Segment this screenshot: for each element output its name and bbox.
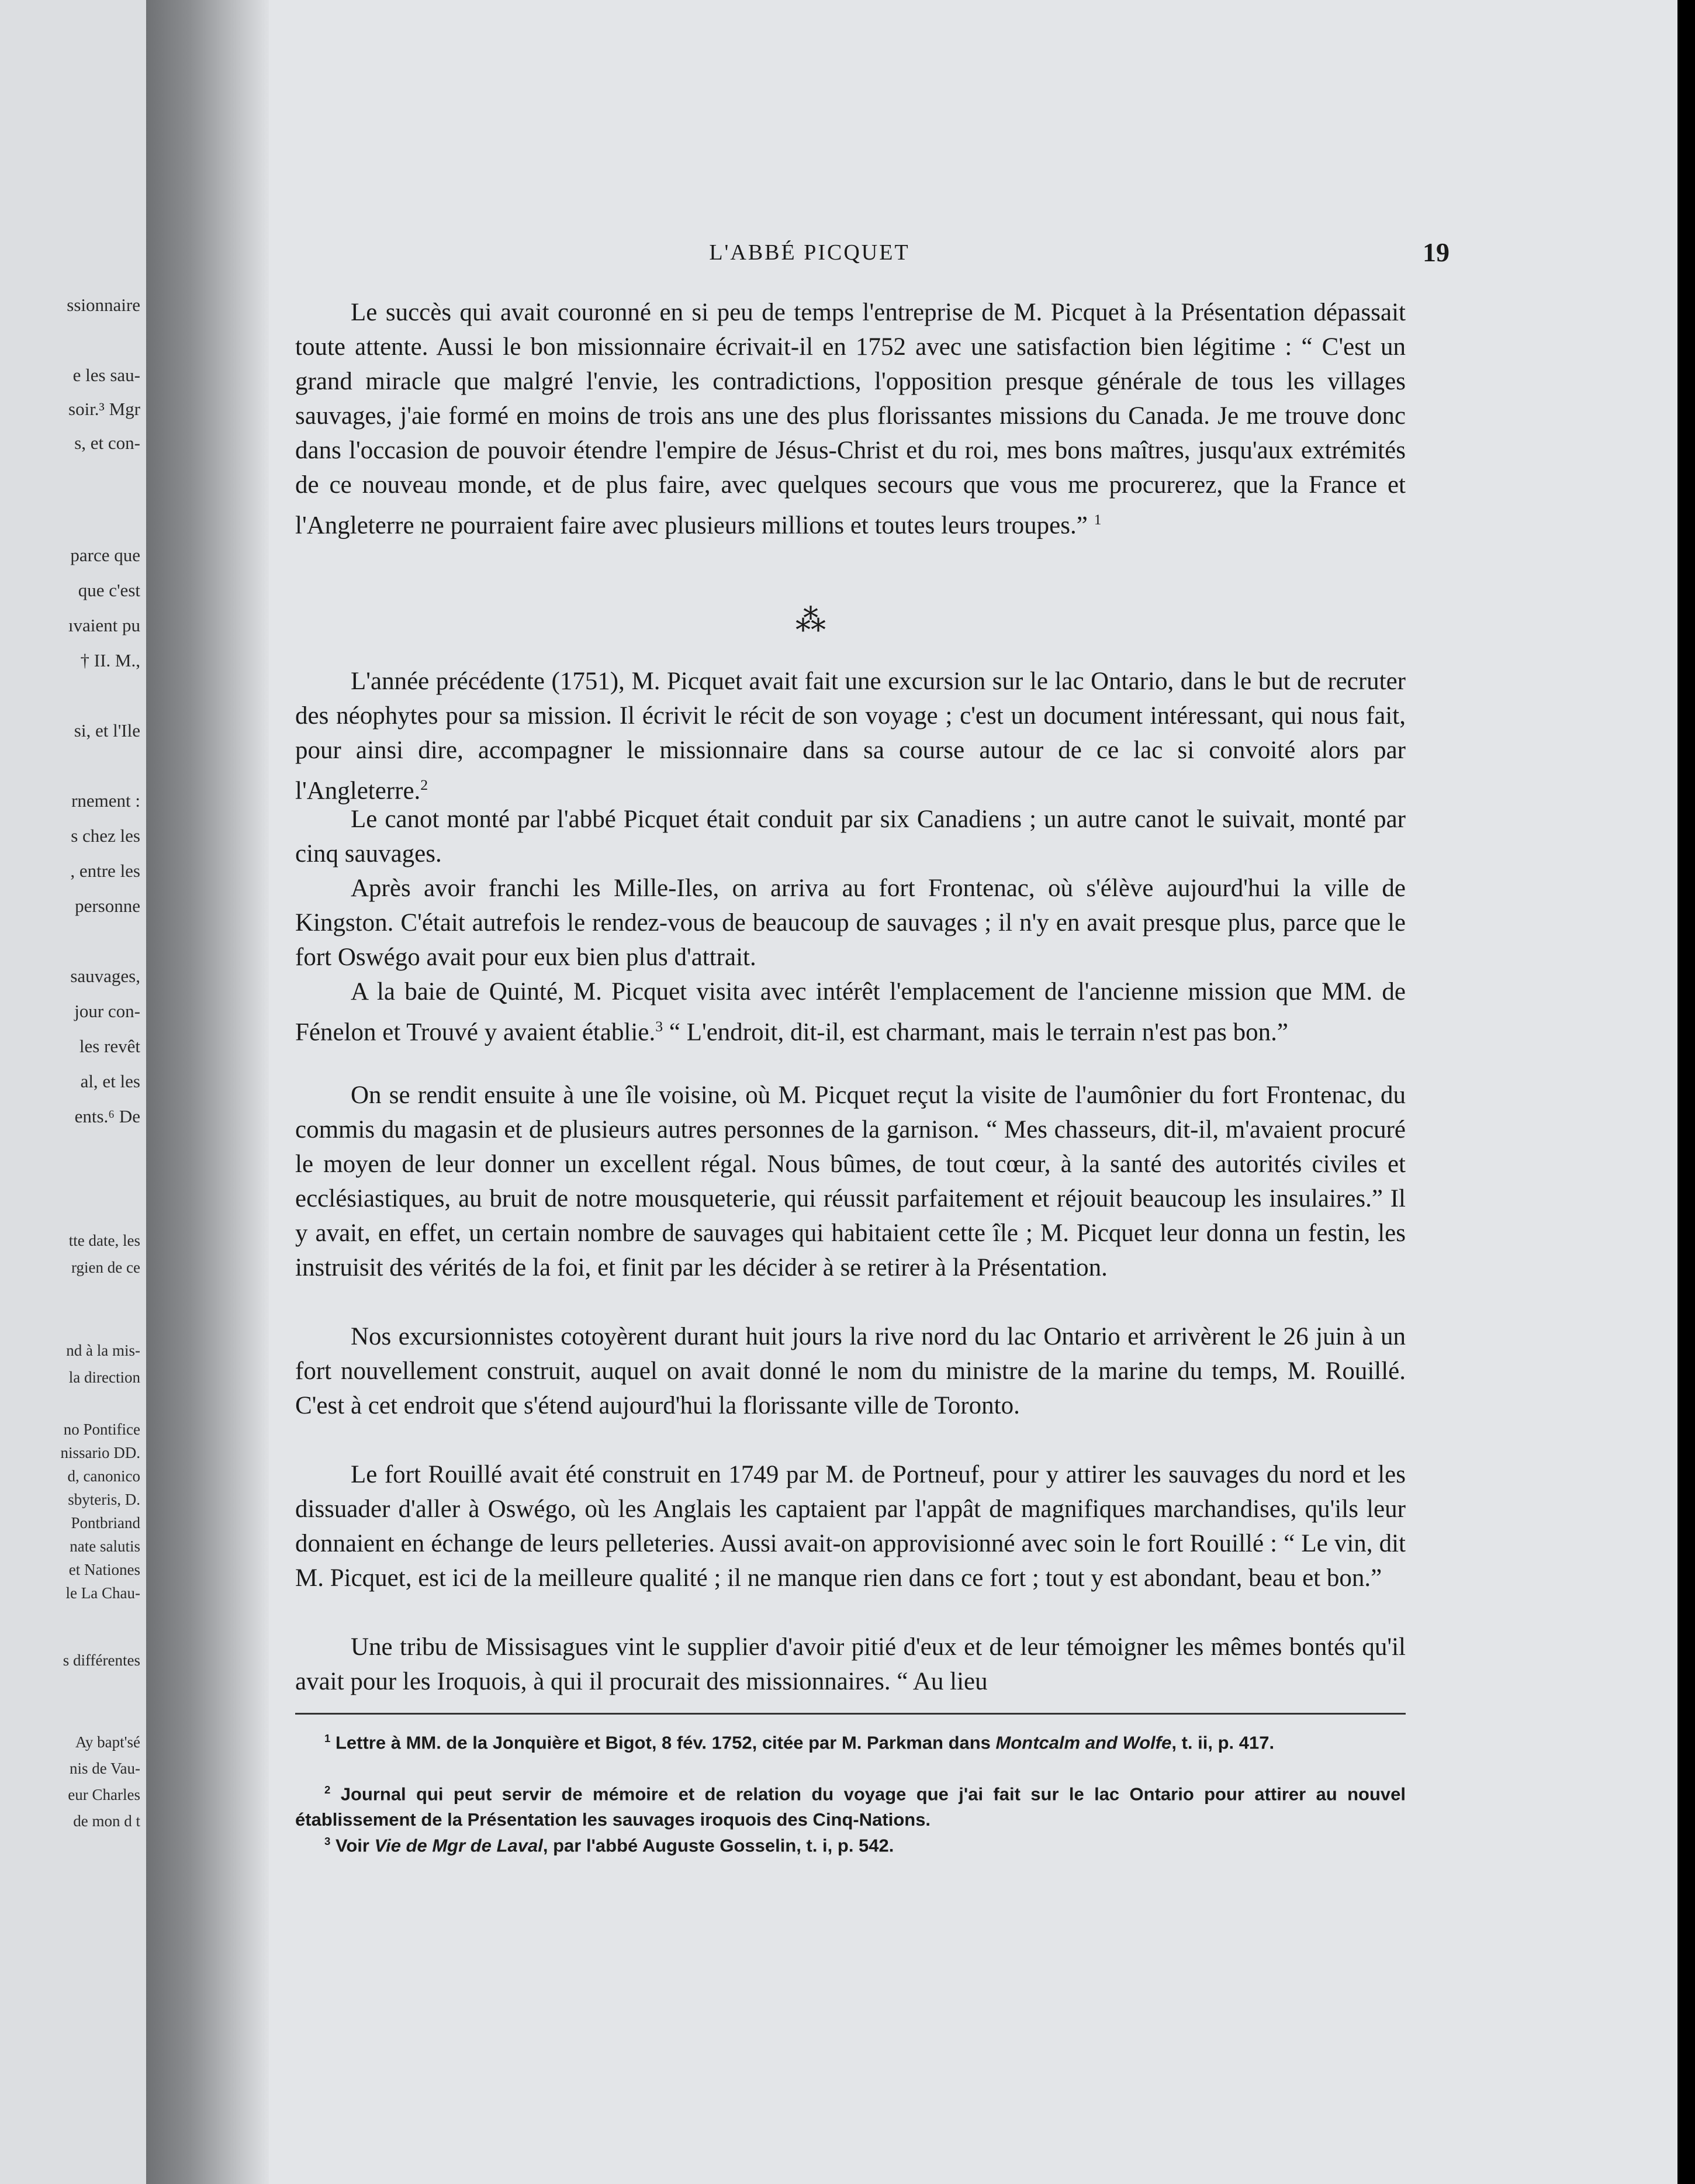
facing-page-line-12: personne [75, 896, 140, 916]
paragraph-2: L'année précédente (1751), M. Picquet avait fait une excursion sur le lac Ontario, dans le but de recruter des néophytes pour sa mission. Il écrivit le récit de son voyage ; c'est un document intéressant, qui nous fait, pour ainsi dire, accompagner le missionnaire dans sa course autour de ce lac si convoité alors par l'Angleterre.$^2$ [295, 668, 1406, 805]
footnote-ref: 2 [420, 776, 428, 793]
facing-page-note-16: de mon d t [73, 1812, 140, 1830]
facing-page-line-1: e les sau- [72, 365, 140, 385]
facing-page-line-0: ssionnaire [67, 295, 140, 315]
facing-page-line-17: ents.⁶ De [74, 1106, 140, 1126]
asterism-divider: ⁂ [795, 604, 824, 638]
facing-page-line-2: soir.³ Mgr [68, 399, 140, 419]
facing-page-note-14: nis de Vau- [70, 1760, 140, 1777]
facing-page-line-15: les revêt [79, 1036, 140, 1056]
page-number: 19 [1423, 237, 1450, 267]
facing-page-line-10: s chez les [71, 825, 140, 846]
facing-page-note-3: la direction [68, 1369, 140, 1386]
paragraph-7: Nos excursionnistes cotoyèrent durant huit jours la rive nord du lac Ontario et arrivèrent le 26 juin à un fort nouvellement construit, auquel on avait donné le nom du ministre de la marine du temps, M. Rouillé. C'est à cet endroit que s'étend aujourd'hui la florissante ville de Toronto. [295, 1323, 1406, 1419]
main-page [269, 0, 1677, 2184]
facing-page-note-8: Pontbriand [71, 1514, 140, 1532]
paragraph-6: On se rendit ensuite à une île voisine, où M. Picquet reçut la visite de l'aumônier du fort Frontenac, du commis du magasin et de plusieurs autres personnes de la garnison. “ Mes chasseurs, dit-il, m'avaient procuré le moyen de leur donner un excellent régal. Nous bûmes, de tout cœur, à la santé des autorités civiles et ecclésiastiques, au bruit de notre mousqueterie, qui réussit parfaitement et réjouit beaucoup les insulaires.” Il y avait, en effet, un certain nombre de sauvages qui habitaient cette île ; M. Picquet leur donna un festin, les instruisit des vérités de la foi, et finit par les décider à se retirer à la Présentation. [295, 1081, 1406, 1281]
facing-page-note-12: s différentes [63, 1651, 140, 1669]
footnote-2: $^2$ Journal qui peut servir de mémoire et de relation du voyage que j'ai fait sur le lac Ontario pour attirer au nouvel établissement de la Présentation les sauvages iroquois des Cinq-Nations. [295, 1784, 1406, 1830]
facing-page-note-6: d, canonico [67, 1467, 140, 1485]
facing-page-note-0: tte date, les [68, 1232, 140, 1249]
facing-page-line-13: sauvages, [70, 966, 140, 986]
paragraph-3: Le canot monté par l'abbé Picquet était conduit par six Canadiens ; un autre canot le suivait, monté par cinq sauvages. [295, 806, 1406, 868]
facing-page-note-15: eur Charles [68, 1786, 140, 1803]
facing-page-line-8: si, et l'Ile [74, 720, 140, 741]
paragraph-5: A la baie de Quinté, M. Picquet visita avec intérêt l'emplacement de l'ancienne mission que MM. de Fénelon et Trouvé y avaient établie.$^3$ “ L'endroit, dit-il, est charmant, mais le terrain n'est pas bon.” [295, 978, 1406, 1046]
facing-page-note-4: no Pontifice [63, 1421, 140, 1438]
facing-page-note-10: et Nationes [68, 1561, 140, 1578]
footnote-1: $^1$ Lettre à MM. de la Jonquière et Bigot, 8 fév. 1752, citée par M. Parkman dans Montcalm and Wolfe, t. ii, p. 417. [324, 1732, 1275, 1753]
facing-page-note-11: le La Chau- [65, 1584, 140, 1602]
facing-page-fragment [0, 0, 148, 2184]
facing-page-note-1: rgien de ce [71, 1259, 140, 1276]
facing-page-note-13: Ay bapt'sé [75, 1733, 140, 1751]
facing-page-line-16: al, et les [80, 1071, 140, 1091]
facing-page-note-2: nd à la mis- [66, 1342, 140, 1359]
facing-page-line-7: † II. M., [80, 650, 140, 671]
book-gutter-shadow [146, 0, 269, 2184]
facing-page-note-5: nissario DD. [60, 1444, 140, 1461]
footnote-3: $^3$ Voir Vie de Mgr de Laval, par l'abbé Auguste Gosselin, t. i, p. 542. [324, 1835, 894, 1856]
facing-page-line-4: parce que [70, 545, 140, 565]
paragraph-8: Le fort Rouillé avait été construit en 1749 par M. de Portneuf, pour y attirer les sauvages du nord et les dissuader d'aller à Oswégo, où les Anglais les captaient par l'appât de magnifiques marchandises, qu'ils leur donnaient en échange de leurs pelleteries. Aussi avait-on approvisionné avec soin le fort Rouillé : “ Le vin, dit M. Picquet, est ici de la meilleure qualité ; il ne manque rien dans ce fort ; tout y est abondant, beau et bon.” [295, 1461, 1406, 1592]
facing-page-line-5: que c'est [78, 580, 140, 600]
facing-page-note-7: sbyteris, D. [68, 1491, 140, 1508]
running-head: L'ABBÉ PICQUET [709, 240, 910, 265]
scan-border [1677, 0, 1695, 2184]
facing-page-line-6: ıvaient pu [68, 615, 140, 635]
paragraph-9: Une tribu de Missisagues vint le supplier d'avoir pitié d'eux et de leur témoigner les mêmes bontés qu'il avait pour les Iroquois, à qui il procurait des missionnaires. “ Au lieu [295, 1633, 1406, 1695]
facing-page-line-14: jour con- [74, 1001, 140, 1021]
facing-page-line-3: s, et con- [74, 433, 140, 453]
footnote-ref: 1 [1094, 511, 1102, 528]
facing-page-note-9: nate salutis [70, 1537, 140, 1555]
facing-page-line-11: , entre les [70, 861, 140, 881]
footnote-rule [295, 1713, 1406, 1715]
facing-page-line-9: rnement : [71, 790, 140, 811]
footnote-ref: 3 [655, 1018, 663, 1035]
paragraph-1: Le succès qui avait couronné en si peu de temps l'entreprise de M. Picquet à la Présentation dépassait toute attente. Aussi le bon missionnaire écrivait-il en 1752 avec une satisfaction bien légitime : “ C'est un grand miracle que malgré l'envie, les contradictions, l'opposition presque générale de tous les villages sauvages, j'aie formé en moins de trois ans une des plus florissantes missions du Canada. Je me trouve donc dans l'occasion de pouvoir étendre l'empire de Jésus-Christ et du roi, mes bons maîtres, jusqu'aux extrémités de ce nouveau monde, et de plus faire, avec quelques secours que vous me procurerez, que la France et l'Angleterre ne pourraient faire avec plusieurs millions et toutes leurs troupes.” $^1$ [295, 299, 1406, 540]
paragraph-4: Après avoir franchi les Mille-Iles, on arriva au fort Frontenac, où s'élève aujourd'hui la ville de Kingston. C'était autrefois le rendez-vous de beaucoup de sauvages ; il n'y en avait presque plus, parce que le fort Oswégo avait pour eux bien plus d'attrait. [295, 875, 1406, 971]
